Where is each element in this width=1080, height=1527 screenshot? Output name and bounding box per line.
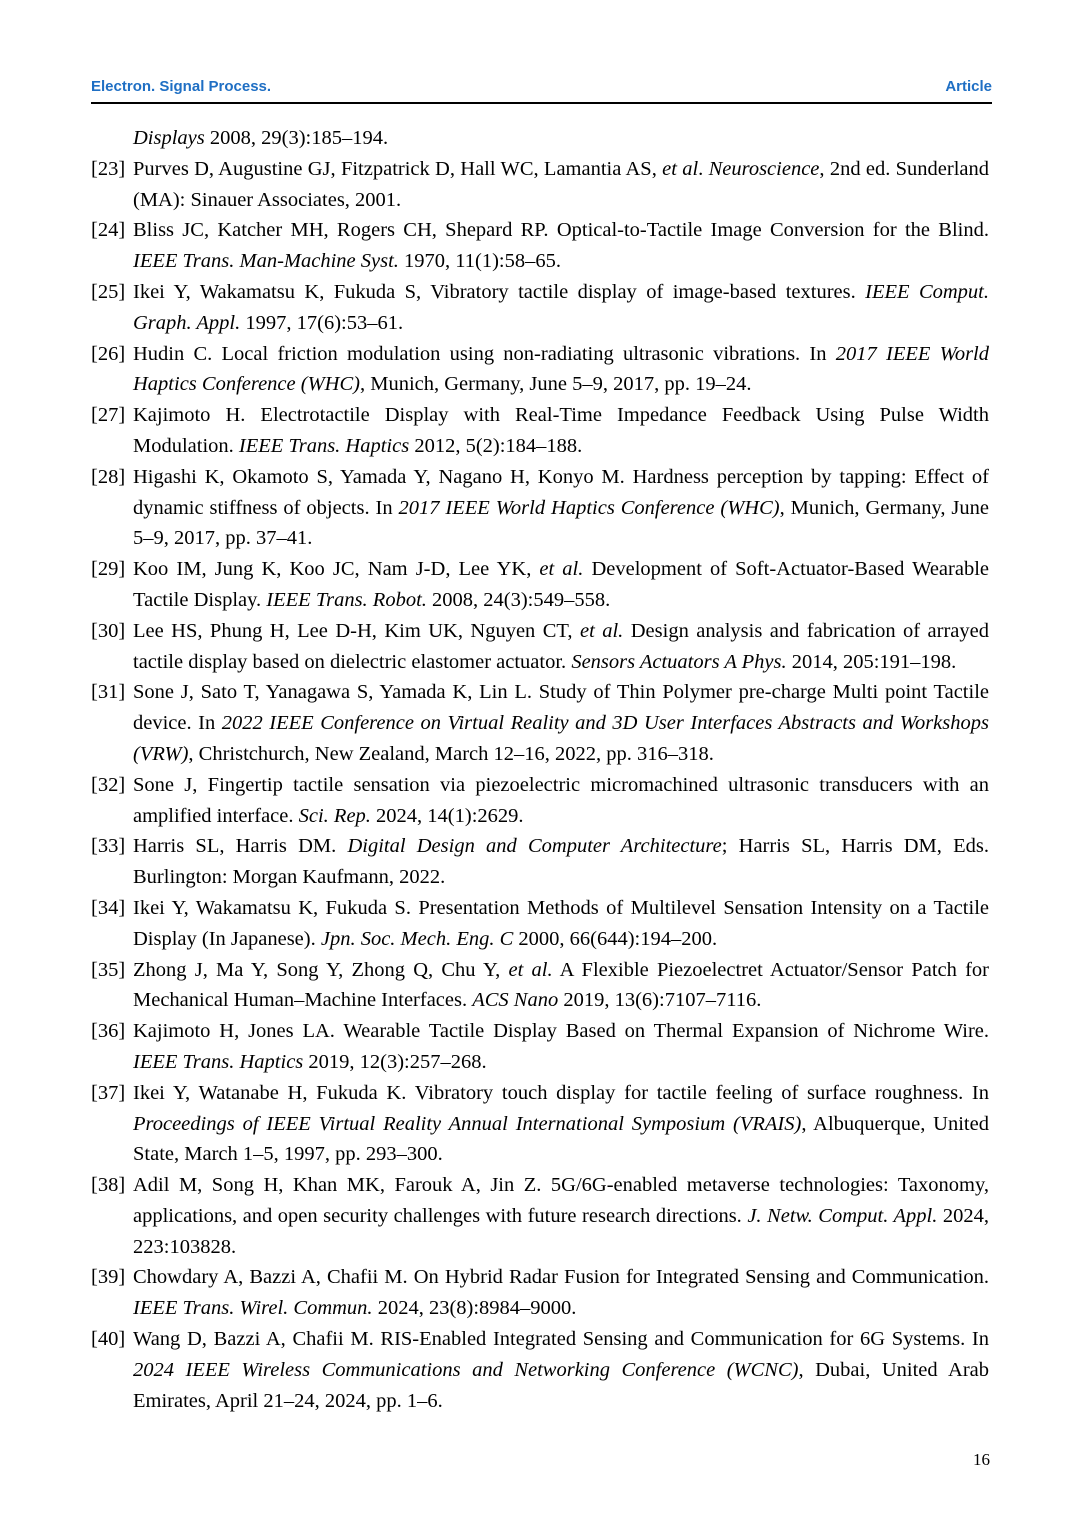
reference-number: [29] xyxy=(91,558,126,581)
reference-italic-text: et al. xyxy=(508,958,553,981)
reference-entry xyxy=(91,893,989,955)
reference-text: Bliss JC, Katcher MH, Rogers CH, Shepard RP. Optical-to-Tactile Image Conversion for the Blind. xyxy=(133,219,989,242)
reference-text: 2008, 29(3):185–194. xyxy=(204,127,389,149)
reference-text: 2019, 12(3):257–268. xyxy=(303,1050,487,1073)
reference-text: 1970, 11(1):58–65. xyxy=(398,250,561,273)
reference-text: 2024, 223:103828. xyxy=(133,1204,989,1258)
reference-number: [37] xyxy=(91,1081,126,1104)
reference-text: Ikei Y, Watanabe H, Fukuda K. Vibratory touch display for tactile feeling of surface roughness. In xyxy=(133,1081,989,1104)
reference-text: 2000, 66(644):194–200. xyxy=(513,927,718,950)
reference-text: , Munich, Germany, June 5–9, 2017, pp. 37–41. xyxy=(133,496,990,550)
reference-entry xyxy=(91,154,989,216)
reference-text: Zhong J, Ma Y, Song Y, Zhong Q, Chu Y, xyxy=(133,958,509,981)
reference-italic-text: IEEE Trans. Wirel. Commun. xyxy=(133,1297,373,1320)
reference-text: Kajimoto H. Electrotactile Display with Real-Time Impedance Feedback Using Pulse Width Modulation. xyxy=(133,404,989,457)
reference-italic-text: et al. xyxy=(579,619,624,642)
reference-entry xyxy=(91,1016,989,1078)
reference-entry xyxy=(91,339,989,401)
reference-text: 2024, 23(8):8984–9000. xyxy=(372,1297,577,1320)
reference-number: [26] xyxy=(91,342,126,365)
reference-italic-text: 2017 IEEE World Haptics Conference (WHC) xyxy=(133,342,989,396)
reference-number: [38] xyxy=(91,1174,126,1197)
reference-text: Lee HS, Phung H, Lee D-H, Kim UK, Nguyen CT, xyxy=(133,619,580,642)
reference-list xyxy=(91,123,989,1416)
reference-italic-text: J. Netw. Comput. Appl. xyxy=(747,1204,938,1227)
reference-italic-text: Jpn. Soc. Mech. Eng. C xyxy=(320,927,514,950)
reference-entry xyxy=(91,1262,989,1324)
reference-entry xyxy=(91,277,989,339)
reference-text: Adil M, Song H, Khan MK, Farouk A, Jin Z. 5G/6G-enabled metaverse technologies: Taxonomy, applications, and open security challenges with future research directions. xyxy=(133,1174,989,1227)
reference-entry xyxy=(91,1170,989,1262)
reference-italic-text: et al xyxy=(662,157,699,180)
reference-number: [31] xyxy=(91,681,126,704)
reference-italic-text: ACS Nano xyxy=(472,989,559,1012)
reference-entry xyxy=(91,677,989,769)
reference-text: 2014, 205:191–198. xyxy=(786,650,957,673)
reference-italic-text: IEEE Trans. Man-Machine Syst. xyxy=(133,250,399,273)
reference-italic-text: IEEE Comput. Graph. Appl. xyxy=(133,280,989,334)
reference-text: Harris SL, Harris DM. xyxy=(133,835,348,858)
reference-italic-text: IEEE Trans. Haptics xyxy=(133,1050,304,1073)
reference-text: 2019, 13(6):7107–7116. xyxy=(558,989,762,1012)
reference-number: [36] xyxy=(91,1020,126,1043)
reference-italic-text: 2022 IEEE Conference on Virtual Reality and 3D User Interfaces Abstracts and Workshops (VRW) xyxy=(133,712,989,765)
reference-entry xyxy=(91,770,989,832)
reference-text: . xyxy=(698,157,709,180)
reference-text: , Christchurch, New Zealand, March 12–16, 2022, pp. 316–318. xyxy=(188,742,714,765)
reference-italic-text: Sensors Actuators A Phys. xyxy=(571,650,787,673)
reference-entry xyxy=(91,215,989,277)
reference-text: 1997, 17(6):53–61. xyxy=(240,311,404,334)
reference-entry xyxy=(91,616,989,678)
running-header xyxy=(91,76,992,98)
reference-number: [23] xyxy=(91,157,126,180)
reference-text: ; Harris SL, Harris DM, Eds. Burlington: Morgan Kaufmann, 2022. xyxy=(133,835,989,889)
reference-text: Ikei Y, Wakamatsu K, Fukuda S. Presentation Methods of Multilevel Sensation Intensity on a Tactile Display (In Japanese). xyxy=(133,896,989,950)
reference-text: 2012, 5(2):184–188. xyxy=(409,434,583,457)
reference-text: 2008, 24(3):549–558. xyxy=(426,588,611,611)
reference-text: Ikei Y, Wakamatsu K, Fukuda S, Vibratory tactile display of image-based textures. xyxy=(133,280,866,303)
article-type: Article xyxy=(945,78,992,95)
reference-number: [39] xyxy=(91,1266,126,1289)
reference-entry xyxy=(91,831,989,893)
reference-text: Higashi K, Okamoto S, Yamada Y, Nagano H, Konyo M. Hardness perception by tapping: Effect of dynamic stiffness of objects. In xyxy=(133,465,989,519)
reference-italic-text: 2024 IEEE Wireless Communications and Networking Conference (WCNC) xyxy=(133,1358,799,1381)
reference-text: Sone J, Sato T, Yanagawa S, Yamada K, Lin L. Study of Thin Polymer pre-charge Multi point Tactile device. In xyxy=(133,681,989,735)
reference-italic-text: et al. xyxy=(539,558,584,581)
reference-text: Kajimoto H, Jones LA. Wearable Tactile Display Based on Thermal Expansion of Nichrome Wire. xyxy=(133,1020,989,1043)
reference-text: Development of Soft-Actuator-Based Wearable Tactile Display. xyxy=(133,558,989,611)
reference-number: [28] xyxy=(91,465,126,488)
reference-number: [34] xyxy=(91,896,126,919)
reference-number: [24] xyxy=(91,219,126,242)
journal-name: Electron. Signal Process. xyxy=(91,78,272,95)
reference-text: Sone J, Fingertip tactile sensation via piezoelectric micromachined ultrasonic transducers with an amplified interface. xyxy=(133,773,989,827)
reference-text: Wang D, Bazzi A, Chafii M. RIS-Enabled Integrated Sensing and Communication for 6G Systems. In xyxy=(133,1328,989,1351)
header-rule xyxy=(91,102,992,104)
reference-text: Koo IM, Jung K, Koo JC, Nam J-D, Lee YK, xyxy=(133,558,540,581)
reference-number: [30] xyxy=(91,619,126,642)
reference-number: [40] xyxy=(91,1328,126,1351)
reference-entry xyxy=(91,1078,989,1170)
reference-entry xyxy=(91,1324,989,1416)
reference-entry xyxy=(91,462,989,554)
reference-number: [25] xyxy=(91,280,126,303)
page-number: 16 xyxy=(973,1450,990,1469)
reference-text: , Munich, Germany, June 5–9, 2017, pp. 19–24. xyxy=(359,373,752,396)
reference-italic-text: Proceedings of IEEE Virtual Reality Annual International Symposium (VRAIS) xyxy=(133,1112,802,1135)
reference-number: [33] xyxy=(91,835,126,858)
reference-entry xyxy=(91,554,989,616)
reference-text: Purves D, Augustine GJ, Fitzpatrick D, Hall WC, Lamantia AS, xyxy=(133,157,663,180)
reference-text: A Flexible Piezoelectret Actuator/Sensor Patch for Mechanical Human–Machine Interfaces. xyxy=(133,958,989,1012)
reference-number: [27] xyxy=(91,404,126,427)
reference-italic-text: IEEE Trans. Robot. xyxy=(266,588,427,611)
reference-italic-text: Sci. Rep. xyxy=(298,804,371,827)
reference-italic-text: 2017 IEEE World Haptics Conference (WHC) xyxy=(398,496,780,519)
reference-text: Design analysis and fabrication of arrayed tactile display based on dielectric elastomer actuator. xyxy=(133,619,989,673)
reference-number: [35] xyxy=(91,958,126,981)
reference-entry xyxy=(91,400,989,462)
reference-italic-text: Neuroscience xyxy=(708,157,820,180)
reference-entry xyxy=(91,123,989,154)
reference-text: 2024, 14(1):2629. xyxy=(370,804,524,827)
reference-italic-text: Displays xyxy=(133,127,205,149)
reference-italic-text: Digital Design and Computer Architecture xyxy=(347,835,722,858)
reference-number: [32] xyxy=(91,773,126,796)
reference-text: , 2nd ed. Sunderland (MA): Sinauer Associates, 2001. xyxy=(133,157,990,211)
reference-text: , Albuquerque, United State, March 1–5, 1997, pp. 293–300. xyxy=(133,1112,989,1166)
reference-italic-text: IEEE Trans. Haptics xyxy=(238,434,410,457)
reference-entry xyxy=(91,955,989,1017)
reference-text: , Dubai, United Arab Emirates, April 21–24, 2024, pp. 1–6. xyxy=(133,1358,989,1412)
reference-text: Hudin C. Local friction modulation using non-radiating ultrasonic vibrations. In xyxy=(133,342,836,365)
reference-text: Chowdary A, Bazzi A, Chafii M. On Hybrid Radar Fusion for Integrated Sensing and Communication. xyxy=(133,1266,989,1289)
